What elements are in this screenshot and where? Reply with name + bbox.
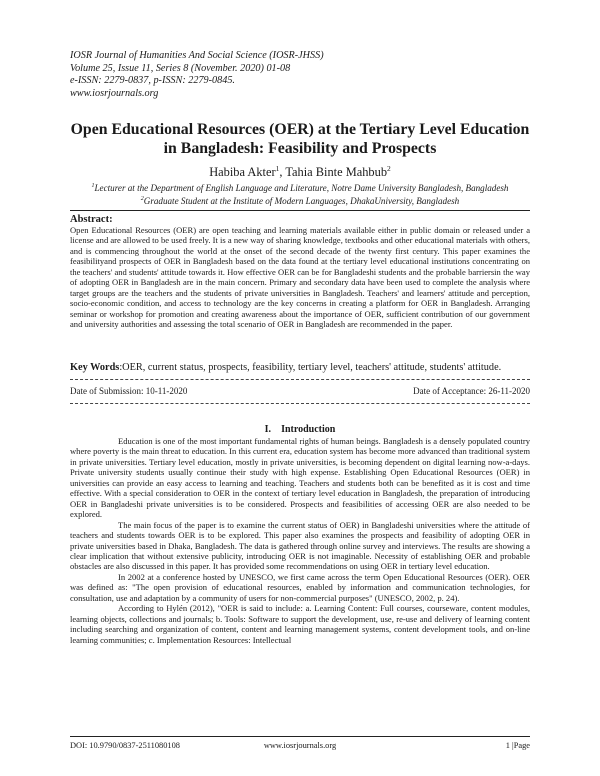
journal-header [70, 50, 324, 100]
page-number: 1 |Page [505, 741, 530, 750]
author-name: Tahia Binte Mahbub [285, 165, 388, 180]
keywords-label: Key Words [70, 362, 120, 373]
dashed-divider [70, 379, 530, 380]
submission-dates [70, 386, 530, 396]
journal-volume: Volume 25, Issue 11, Series 8 (November. 2020) 01-08 [70, 62, 291, 74]
footer-doi: DOI: 10.9790/0837-2511080108 [70, 741, 180, 750]
section-number: I. [264, 424, 272, 435]
footer-website: www.iosrjournals.org [263, 741, 337, 750]
abstract-top-rule [70, 210, 530, 211]
author-separator: , [279, 165, 286, 180]
affiliations [60, 181, 540, 208]
keywords [70, 362, 540, 373]
section-heading [70, 424, 530, 435]
affiliation-mark: 2 [140, 196, 144, 203]
abstract-text: Open Educational Resources (OER) are open teaching and learning materials available either in public domain or released under a license and are allowed to be used freely. It is a new way of sharing knowledge, textbooks and other educational materials with others, and is commencing throughout the world at the onset of the second decade of the twenty first century. This paper examines the feasibilityand prospects of OER in Bangladesh based on the data found at the tertiary level educational institutions concentrating on the teachers' and students' attitude towards it. How effective OER can be for Bangladeshi students and the probable barriersin the way of adopting OER in Bangladesh are in the main concern. Primary and secondary data have been used to complete the analysis where target groups are the teachers and the students of private universities in Bangladesh. Teachers' and learners' attitude and perception, socio-economic condition, and access to technology are the key concerns in creating a platform for OER in Bangladesh. Arranging seminar or workshop for promotion and creating awareness about the importance of OER, sufficient contribution of our government and university authorities and assessing the total scenario of OER in Bangladesh are recommended in the paper. [70, 225, 530, 330]
author-affil-mark: 1 [275, 164, 280, 173]
author-name: Habiba Akter [209, 165, 276, 180]
affiliation-mark: 1 [91, 183, 95, 189]
journal-issn: e-ISSN: 2279-0837, p-ISSN: 2279-0845. [70, 75, 235, 87]
affiliation-line [60, 194, 540, 207]
footer-rule [70, 736, 530, 737]
body-text [70, 436, 530, 645]
acceptance-date: Date of Acceptance: 26-11-2020 [413, 386, 530, 396]
affiliation-text: Graduate Student at the Institute of Modern Languages, DhakaUniversity, Bangladesh [143, 196, 460, 207]
paragraph: Education is one of the most important fundamental rights of human beings. Bangladesh is a densely populated country where poverty is the main threat to education. In this current era, education system has become more advanced than traditional system in private universities. Tertiary level education, mostly in private universities, is becoming dependent on digital learning now-a-days. Private university students usually continue their study with high expense. Establishing Open Educational Resources (OER) in universities can provide an easy access to learning and teaching. Teachers and students both can be benefited as it is cost and time effective. With a special consideration to OER in the context of tertiary level education in Bangladesh, the preparation of introducing OER in Bangladeshi private universities is to be considered. Prospects and feasibilities of accessing OER are also needed to be explored. [70, 436, 530, 520]
affiliation-text: Lecturer at the Department of English Language and Literature, Notre Dame University Bangladesh, Bangladesh [94, 183, 509, 194]
paragraph: According to Hylén (2012), "OER is said to include: a. Learning Content: Full courses, courseware, content modules, learning objects, collections and journals; b. Tools: Software to support the development, use, re-use and delivery of learning content including searching and organization of content, content and learning management systems, content development tools, and on-line learning communities; c. Implementation Resources: Intellectual [70, 603, 530, 645]
title-line-2: in Bangladesh: Feasibility and Prospects [163, 140, 437, 157]
affiliation-line [60, 181, 540, 194]
submission-date: Date of Submission: 10-11-2020 [70, 386, 188, 396]
journal-name: IOSR Journal of Humanities And Social Science (IOSR-JHSS) [70, 50, 324, 61]
author-list [60, 164, 540, 180]
keywords-text: :OER, current status, prospects, feasibility, tertiary level, teachers' attitude, students' attitude. [119, 362, 502, 373]
dashed-divider [70, 403, 530, 404]
author-affil-mark: 2 [387, 164, 391, 173]
paper-title [60, 120, 540, 158]
paragraph: In 2002 at a conference hosted by UNESCO, we first came across the term Open Educational Resources (OER). OER was defined as: "The open provision of educational resources, enabled by information and communication technologies, for consultation, use and adaptation by a community of users for non-commercial purposes" (UNESCO, 2002, p. 24). [70, 571, 530, 603]
title-line-1: Open Educational Resources (OER) at the Tertiary Level Education [70, 121, 530, 138]
section-title: Introduction [281, 424, 336, 435]
abstract-heading: Abstract: [70, 214, 113, 225]
page-footer [70, 741, 530, 750]
paragraph: The main focus of the paper is to examine the current status of OER) in Bangladeshi universities where the attitude of teachers and students towards OER is to be explored. This paper also examines the prospects and feasibility of adopting OER in private universities based in Dhaka, Bangladesh. The data is gathered through online survey and interviews. The results are showing a clear implication that without extensive publicity, introducing OER is not imaginable. Necessity of establishing OER and probable obstacles are also discussed in this paper. It has provided some recommendations on using OER in tertiary level education. [70, 519, 530, 572]
journal-website: www.iosrjournals.org [70, 87, 159, 99]
